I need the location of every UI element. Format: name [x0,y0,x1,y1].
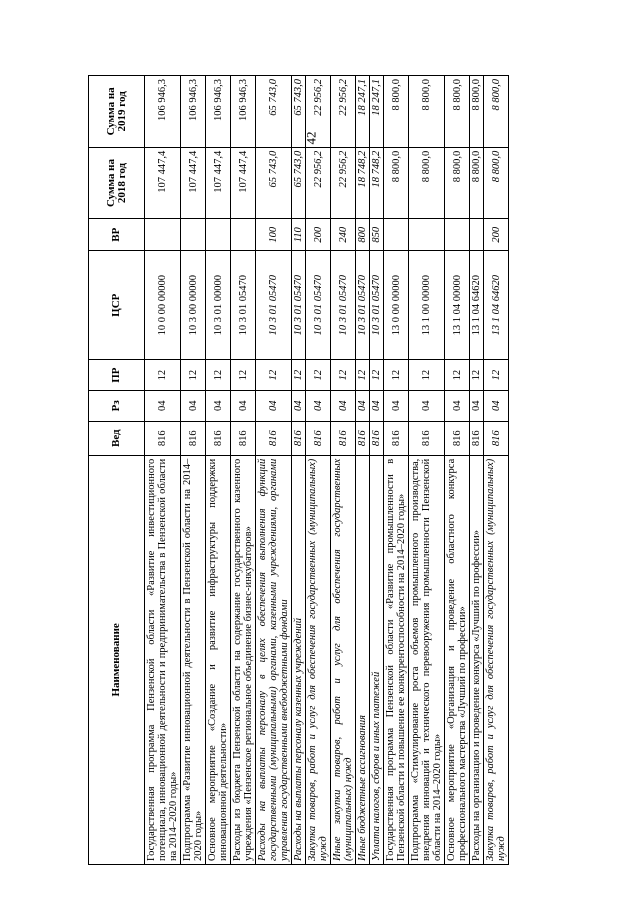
cell-csr: 10 3 01 05470 [292,251,306,360]
cell-csr: 13 1 04 00000 [445,251,470,360]
cell-pr: 12 [306,360,331,391]
cell-pr: 12 [256,360,292,391]
cell-name: Иные бюджетные ассигнования [356,455,370,864]
cell-sum-2019: 65 743,0 [292,76,306,148]
cell-ved: 816 [181,421,206,455]
cell-sum-2018: 107 447,4 [231,147,256,219]
cell-ved: 816 [292,421,306,455]
cell-ved: 816 [470,421,484,455]
cell-csr: 10 3 00 00000 [181,251,206,360]
cell-sum-2018: 22 956,2 [331,147,356,219]
cell-vr [470,219,484,251]
cell-ved: 816 [306,421,331,455]
cell-rz: 04 [306,390,331,421]
cell-rz: 04 [331,390,356,421]
cell-name: Подпрограмма «Стимулирование роста объемов промышленного производства, внедрения инноваций и технического перевооружения промышленности Пензенской области на 2014–2020 годы» [409,455,445,864]
header-csr: ЦСР [89,251,145,360]
cell-name: Основное мероприятие «Создание и развитие инфраструктуры поддержки инновационной деятельности» [206,455,231,864]
table-row [256,76,292,865]
cell-sum-2019: 8 800,0 [384,76,409,148]
cell-sum-2018: 8 800,0 [384,147,409,219]
header-sum-2019: Сумма на 2019 год [89,76,145,148]
cell-rz: 04 [256,390,292,421]
cell-ved: 816 [484,421,509,455]
cell-name: Закупка товаров, работ и услуг для обеспечения государственных (муниципальных) нужд [484,455,509,864]
cell-name: Расходы на выплаты персоналу казенных учреждений [292,455,306,864]
cell-rz: 04 [484,390,509,421]
cell-pr: 12 [384,360,409,391]
table-row [231,76,256,865]
cell-sum-2019: 65 743,0 [256,76,292,148]
cell-csr: 10 3 01 00000 [206,251,231,360]
cell-csr: 10 3 01 05470 [370,251,384,360]
header-ved: Вед [89,421,145,455]
cell-pr: 12 [292,360,306,391]
cell-ved: 816 [331,421,356,455]
cell-rz: 04 [384,390,409,421]
cell-pr: 12 [145,360,181,391]
cell-vr [206,219,231,251]
cell-csr: 10 3 01 05470 [331,251,356,360]
cell-ved: 816 [145,421,181,455]
cell-ved: 816 [445,421,470,455]
table-row [484,76,509,865]
cell-csr: 13 1 04 64620 [470,251,484,360]
header-pr: ПР [89,360,145,391]
cell-sum-2019: 8 800,0 [409,76,445,148]
cell-ved: 816 [409,421,445,455]
table-row [384,76,409,865]
cell-csr: 10 3 01 05470 [231,251,256,360]
cell-vr [231,219,256,251]
cell-sum-2019: 8 800,0 [484,76,509,148]
table-header-row [89,76,145,865]
cell-name: Уплата налогов, сборов и иных платежей [370,455,384,864]
cell-vr: 200 [306,219,331,251]
cell-pr: 12 [356,360,370,391]
table-row [409,76,445,865]
cell-name: Расходы на выплаты персоналу в целях обеспечения выполнения функций государственными (муниципальными) органами, казенными учреждениями, органами управления государственными внебюджетными фондами [256,455,292,864]
cell-name: Расходы на организацию и проведение конкурса «Лучший по профессии» [470,455,484,864]
cell-pr: 12 [470,360,484,391]
cell-name: Расходы из бюджета Пензенской области на содержание государственного казенного учреждения «Пензенское региональное объединение бизнес-инкубаторов» [231,455,256,864]
cell-sum-2018: 65 743,0 [292,147,306,219]
cell-pr: 12 [231,360,256,391]
cell-ved: 816 [206,421,231,455]
cell-sum-2019: 106 946,3 [206,76,231,148]
cell-sum-2019: 18 247,1 [370,76,384,148]
cell-vr [409,219,445,251]
header-name: Наименование [89,455,145,864]
cell-sum-2019: 106 946,3 [181,76,206,148]
cell-csr: 10 3 01 05470 [256,251,292,360]
cell-sum-2018: 107 447,4 [206,147,231,219]
cell-csr: 10 3 01 05470 [356,251,370,360]
cell-vr: 100 [256,219,292,251]
cell-sum-2019: 22 956,2 [306,76,331,148]
cell-csr: 13 0 00 00000 [384,251,409,360]
cell-pr: 12 [181,360,206,391]
rotated-table-container [88,75,536,865]
cell-sum-2018: 8 800,0 [409,147,445,219]
cell-sum-2018: 18 748,2 [370,147,384,219]
cell-rz: 04 [356,390,370,421]
table-row [181,76,206,865]
cell-rz: 04 [206,390,231,421]
cell-ved: 816 [256,421,292,455]
table-row [356,76,370,865]
cell-rz: 04 [145,390,181,421]
header-sum-2018: Сумма на 2018 год [89,147,145,219]
cell-vr: 850 [370,219,384,251]
cell-name: Государственная программа Пензенской области «Развитие инвестиционного потенциала, инновационной деятельности и предпринимательства в Пензенской области на 2014–2020 годы» [145,455,181,864]
header-vr: ВР [89,219,145,251]
cell-ved: 816 [384,421,409,455]
cell-sum-2018: 107 447,4 [181,147,206,219]
cell-sum-2018: 65 743,0 [256,147,292,219]
cell-csr: 10 0 00 00000 [145,251,181,360]
cell-sum-2019: 8 800,0 [470,76,484,148]
cell-vr [445,219,470,251]
table-row [331,76,356,865]
cell-ved: 816 [231,421,256,455]
cell-rz: 04 [409,390,445,421]
cell-rz: 04 [292,390,306,421]
cell-name: Основное мероприятие «Организация и проведение областного конкурса профессионального мастерства «Лучший по профессии» [445,455,470,864]
cell-csr: 13 1 04 64620 [484,251,509,360]
cell-name: Закупка товаров, работ и услуг для обеспечения государственных (муниципальных) нужд [306,455,331,864]
table-body [145,76,509,865]
cell-sum-2018: 8 800,0 [484,147,509,219]
table-row [206,76,231,865]
header-rz: Рз [89,390,145,421]
cell-pr: 12 [206,360,231,391]
cell-sum-2018: 22 956,2 [306,147,331,219]
cell-vr: 110 [292,219,306,251]
cell-sum-2019: 106 946,3 [145,76,181,148]
cell-sum-2018: 8 800,0 [445,147,470,219]
cell-rz: 04 [470,390,484,421]
cell-pr: 12 [409,360,445,391]
cell-vr [384,219,409,251]
cell-vr: 200 [484,219,509,251]
cell-sum-2019: 22 956,2 [331,76,356,148]
cell-ved: 816 [370,421,384,455]
cell-name: Подпрограмма «Развитие инновационной деятельности в Пензенской области на 2014–2020 годы» [181,455,206,864]
budget-table [88,75,509,865]
cell-pr: 12 [484,360,509,391]
table-row [306,76,331,865]
cell-sum-2018: 107 447,4 [145,147,181,219]
cell-name: Государственная программа Пензенской области «Развитие промышленности в Пензенской области и повышение ее конкурентоспособности на 2014–2020 годы» [384,455,409,864]
table-row [445,76,470,865]
cell-rz: 04 [370,390,384,421]
cell-csr: 13 1 00 00000 [409,251,445,360]
cell-vr [145,219,181,251]
cell-vr: 240 [331,219,356,251]
cell-rz: 04 [181,390,206,421]
cell-pr: 12 [370,360,384,391]
cell-csr: 10 3 01 05470 [306,251,331,360]
page-number: 42 [303,131,319,145]
cell-sum-2019: 106 946,3 [231,76,256,148]
cell-name: Иные закупки товаров, работ и услуг для обеспечения государственных (муниципальных) нужд [331,455,356,864]
cell-ved: 816 [356,421,370,455]
cell-rz: 04 [445,390,470,421]
cell-vr [181,219,206,251]
table-row [470,76,484,865]
table-row [370,76,384,865]
cell-vr: 800 [356,219,370,251]
cell-sum-2018: 8 800,0 [470,147,484,219]
cell-sum-2018: 18 748,2 [356,147,370,219]
table-row [292,76,306,865]
table-row [145,76,181,865]
cell-rz: 04 [231,390,256,421]
cell-sum-2019: 18 247,1 [356,76,370,148]
cell-pr: 12 [445,360,470,391]
cell-pr: 12 [331,360,356,391]
cell-sum-2019: 8 800,0 [445,76,470,148]
